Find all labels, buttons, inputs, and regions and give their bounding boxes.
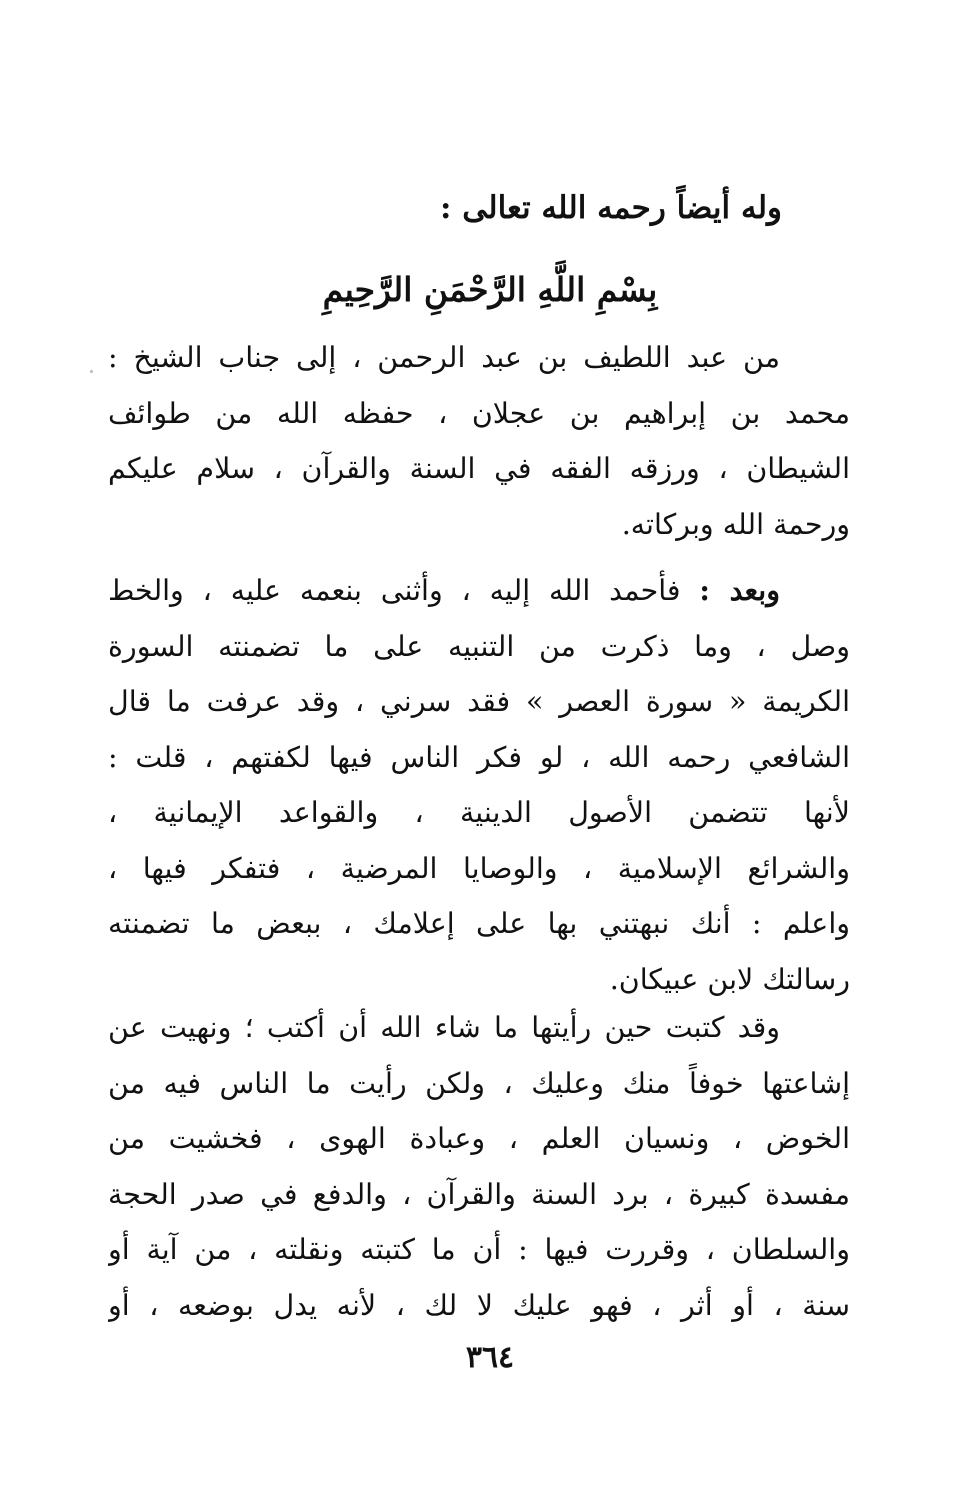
text-line <box>108 563 850 619</box>
text-line: محمد بن إبراهيم بن عجلان ، حفظه الله من طوائف <box>108 396 850 430</box>
text-line: وصل ، وما ذكرت من التنبيه على ما تضمنته السورة <box>108 629 850 663</box>
text-line: والسلطان ، وقررت فيها : أن ما كتبته ونقلته ، من آية أو <box>108 1233 850 1266</box>
text-line: سنة ، أو أثر ، فهو عليك لا لك ، لأنه يدل بوضعه ، أو <box>108 1288 850 1322</box>
text-line: وقد كتبت حين رأيتها ما شاء الله أن أكتب ؛ ونهيت عن <box>108 1011 780 1044</box>
page-number: ٣٦٤ <box>465 1340 515 1375</box>
text-line-rest: فأحمد الله إليه ، وأثنى بنعمه عليه ، والخط <box>108 574 700 607</box>
text-line: الشافعي رحمه الله ، لو فكر الناس فيها لكفتهم ، قلت : <box>108 740 850 774</box>
text-line: الخوض ، ونسيان العلم ، وعبادة الهوى ، فخشيت من <box>108 1122 850 1155</box>
text-line: واعلم : أنك نبهتني بها على إعلامك ، ببعض ما تضمنته <box>108 907 850 940</box>
text-line: الشيطان ، ورزقه الفقه في السنة والقرآن ، سلام عليكم <box>108 452 850 485</box>
text-line: إشاعتها خوفاً منك وعليك ، ولكن رأيت ما الناس فيه من <box>108 1066 850 1100</box>
basmala-calligraphy: بِسْمِ اللَّهِ الرَّحْمَنِ الرَّحِيمِ <box>322 270 658 309</box>
lead-word: وبعد : <box>699 573 780 607</box>
scan-speck <box>90 370 93 373</box>
letter-heading: وله أيضاً رحمه الله تعالى : <box>440 190 782 226</box>
paragraph-body-2 <box>108 1000 850 1333</box>
text-line: ورحمة الله وبركاته. <box>621 507 850 541</box>
text-line: من عبد اللطيف بن عبد الرحمن ، إلى جناب الشيخ : <box>108 341 780 374</box>
text-line: والشرائع الإسلامية ، والوصايا المرضية ، فتفكر فيها ، <box>108 851 850 885</box>
text-line: مفسدة كبيرة ، برد السنة والقرآن ، والدفع في صدر الحجة <box>108 1177 850 1211</box>
text-line: لأنها تتضمن الأصول الدينية ، والقواعد الإيمانية ، <box>108 796 850 829</box>
text-line: الكريمة « سورة العصر » فقد سرني ، وقد عرفت ما قال <box>108 685 850 718</box>
paragraph-salutation <box>108 330 850 552</box>
paragraph-body-1 <box>108 563 850 1007</box>
text-line: رسالتك لابن عبيكان. <box>609 962 850 996</box>
